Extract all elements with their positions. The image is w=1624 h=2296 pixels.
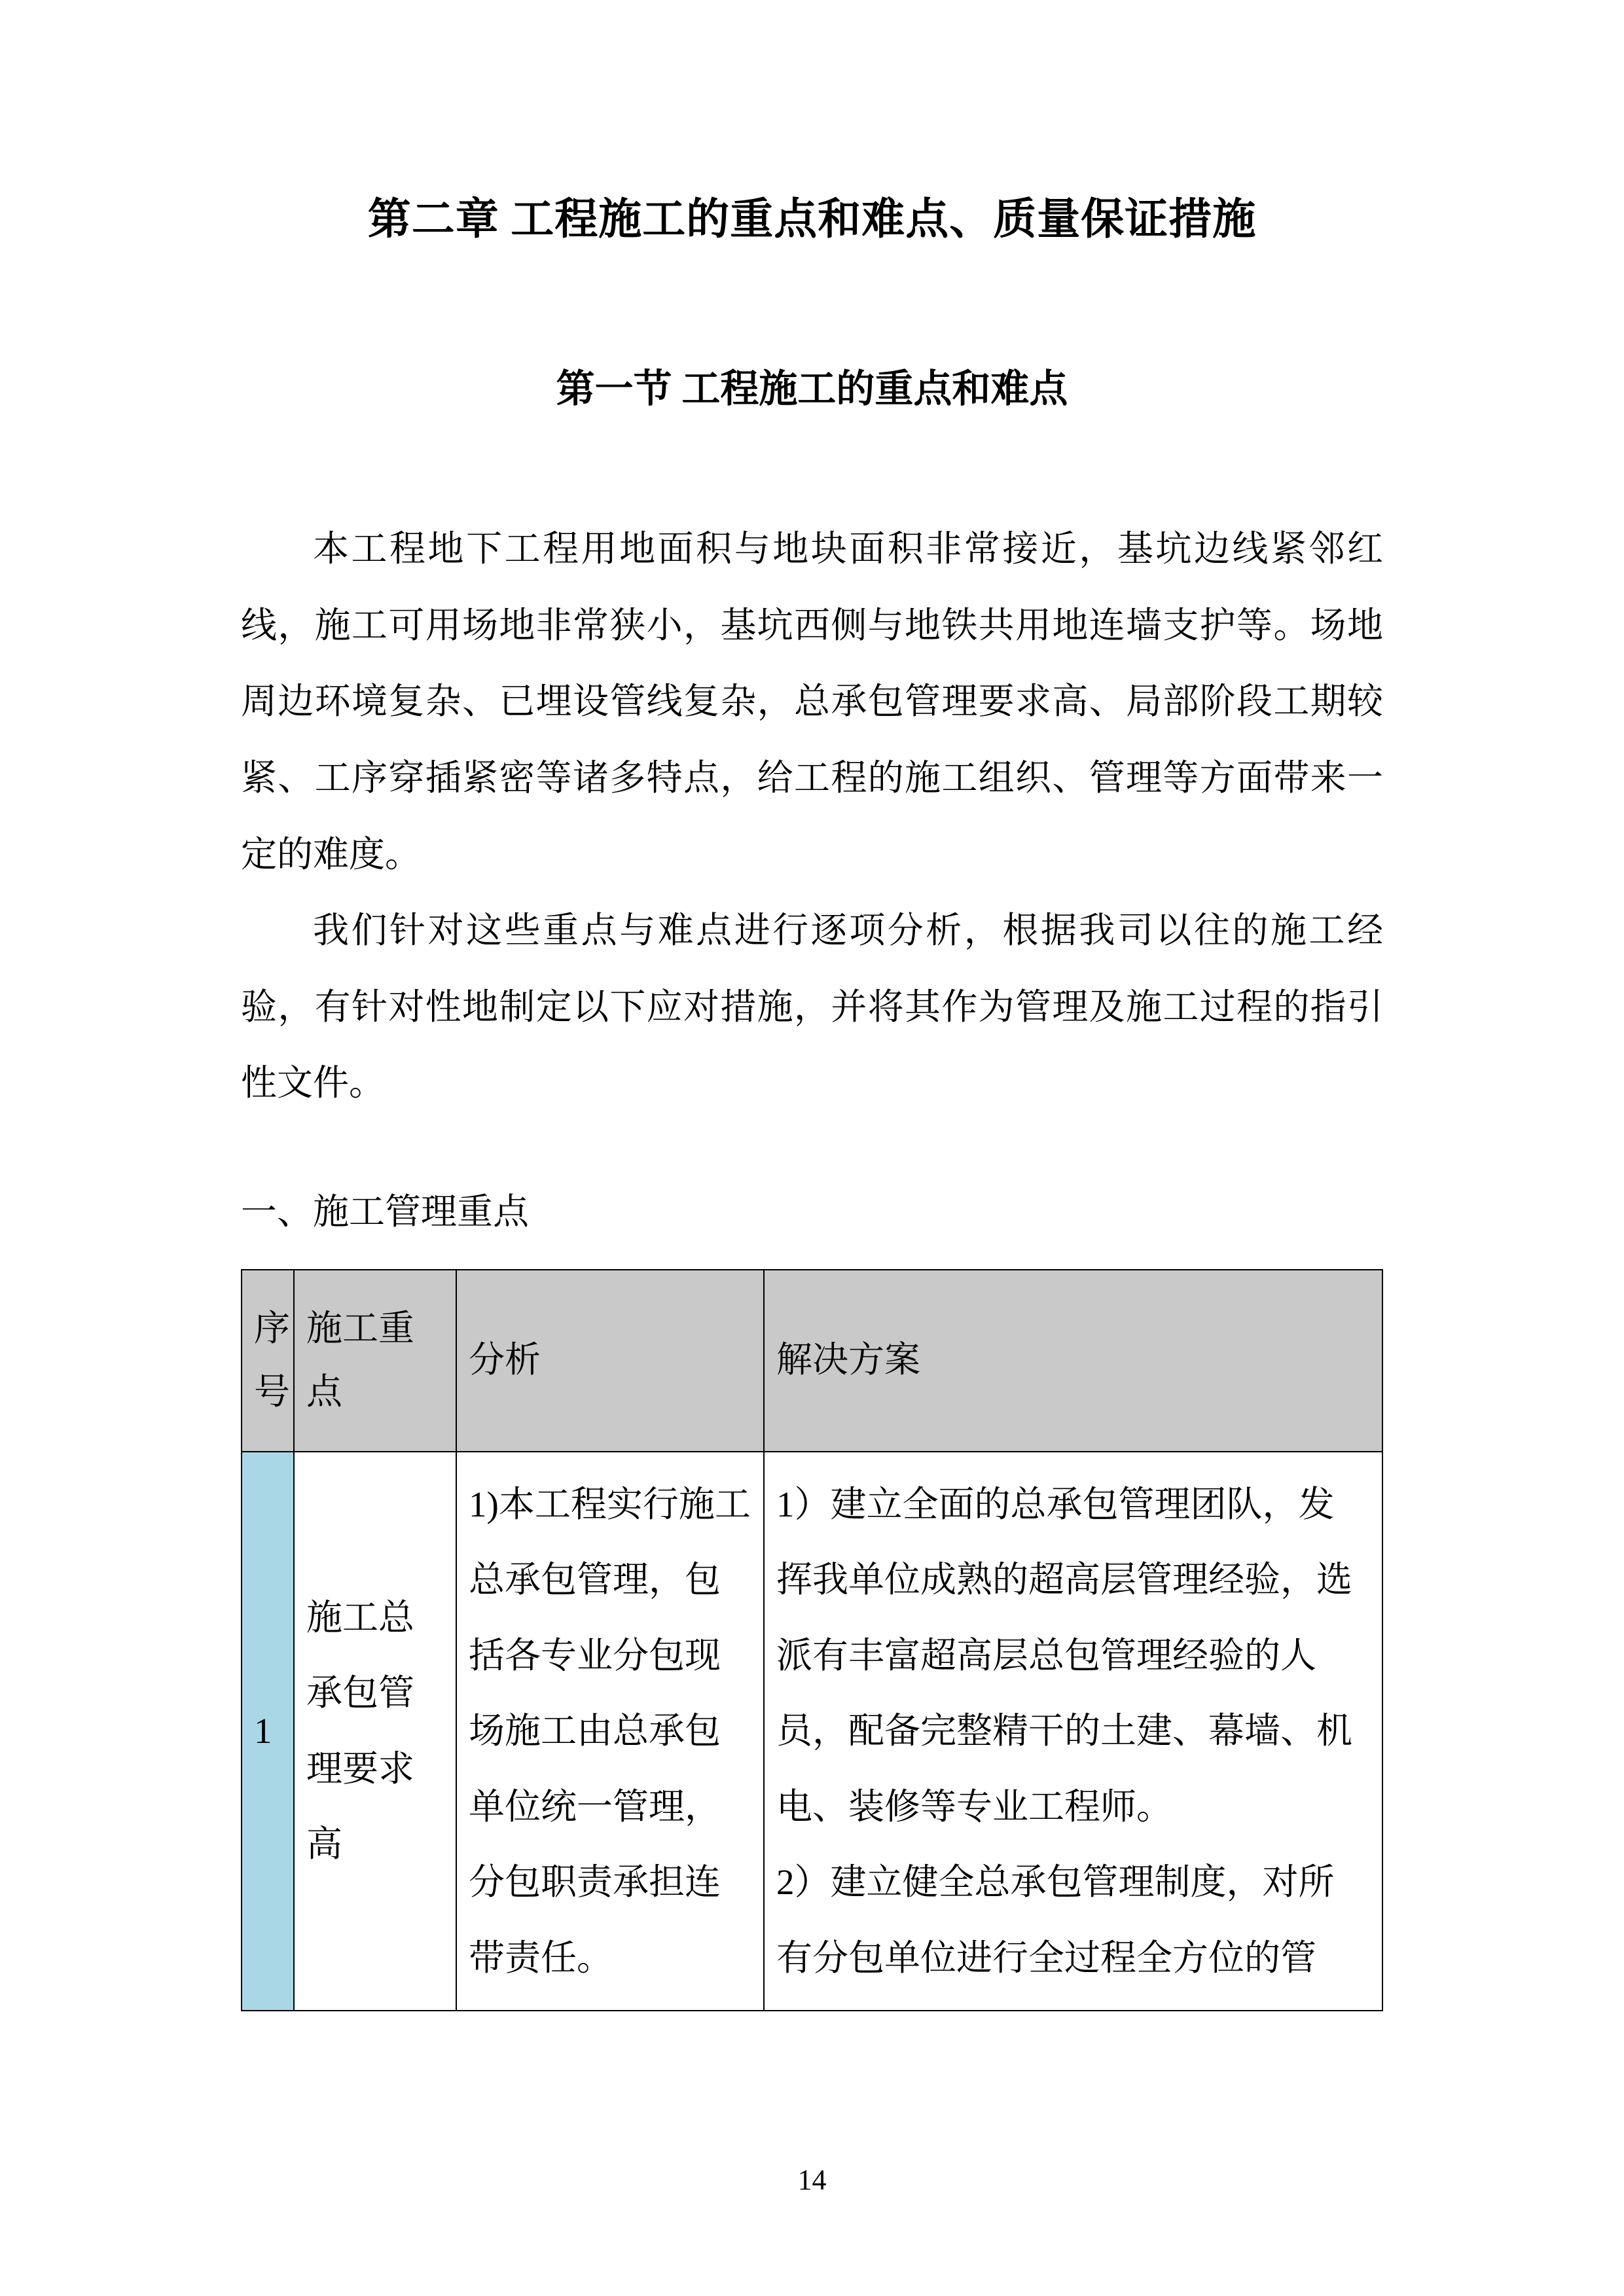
table-header-key-point: 施工重点 — [294, 1270, 456, 1452]
chapter-title: 第二章 工程施工的重点和难点、质量保证措施 — [367, 196, 1257, 243]
body-paragraph: 我们针对这些重点与难点进行逐项分析，根据我司以往的施工经验，有针对性地制定以下应对措施，并将其作为管理及施工过程的指引性文件。 — [241, 910, 1383, 1103]
solution-paragraph: 1）建立全面的总承包管理团队，发挥我单位成熟的超高层管理经验，选派有丰富超高层总包管理经验的人员，配备完整精干的土建、幕墙、机电、装修等专业工程师。 — [776, 1484, 1353, 1827]
cell-key-point: 施工总承包管理要求高 — [294, 1452, 456, 2011]
section-title: 第一节 工程施工的重点和难点 — [556, 367, 1068, 410]
cell-analysis: 1)本工程实行施工总承包管理，包括各专业分包现场施工由总承包单位统一管理，分包职责承担连带责任。 — [456, 1452, 764, 2011]
table-header-row — [242, 1270, 1382, 1452]
table-header-analysis: 分析 — [456, 1270, 764, 1452]
table-header-solution: 解决方案 — [764, 1270, 1382, 1452]
table-row — [242, 1452, 1382, 2011]
solution-paragraph: 2）建立健全总承包管理制度，对所有分包单位进行全过程全方位的管 — [776, 1862, 1335, 1978]
body-paragraph: 本工程地下工程用地面积与地块面积非常接近，基坑边线紧邻红线，施工可用场地非常狭小，基坑西侧与地铁共用地连墙支护等。场地周边环境复杂、已埋设管线复杂，总承包管理要求高、局部阶段工期较紧、工序穿插紧密等诸多特点，给工程的施工组织、管理等方面带来一定的难度。 — [241, 529, 1383, 874]
cell-solution — [764, 1452, 1382, 2011]
page-number: 14 — [797, 2164, 827, 2197]
table-header-no: 序号 — [242, 1270, 294, 1452]
key-points-table — [241, 1269, 1383, 2012]
list-heading: 一、施工管理重点 — [241, 1192, 530, 1232]
cell-row-number: 1 — [242, 1452, 294, 2011]
